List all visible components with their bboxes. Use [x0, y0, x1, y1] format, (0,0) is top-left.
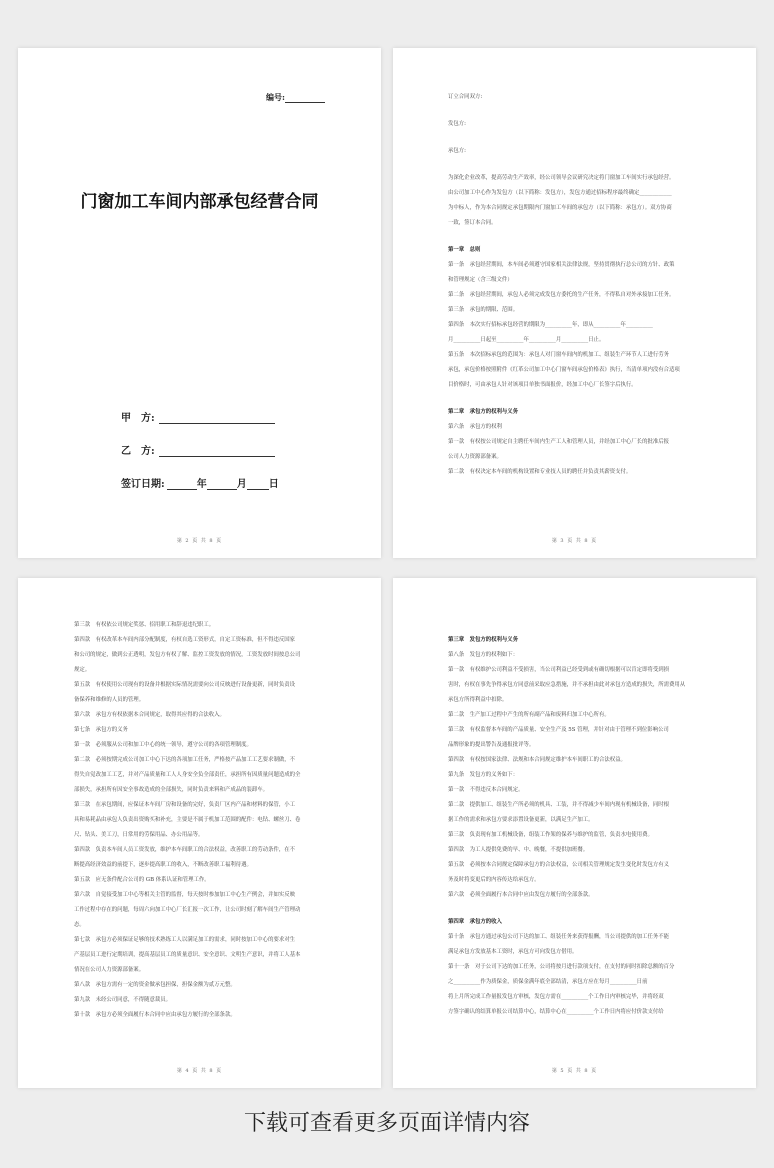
page-footer: 第 2 页 共 8 页: [176, 538, 223, 544]
contract-text-line: 第六款 自觉接受加工中心等相关主管的监督，每天按时参加加工中心生产例会，并如实反映: [74, 892, 296, 898]
contract-text-line: 由公司加工中心作为发包方（以下简称：发包方），发包方通过招标程序最终确定____________: [448, 190, 672, 196]
contract-text-line: 害时，有权在事先争得承包方同意前采取应急措施，并不承担由此对承包方造成的损失，所需费用从: [448, 682, 686, 688]
page-footer: 第 4 页 共 8 页: [176, 1068, 223, 1074]
contract-text-line: 据工作的需求和承包方要求添置设备更新，以满足生产加工。: [448, 817, 594, 823]
contract-page-2: [393, 48, 756, 558]
contract-text-line: 品牌形象的提出警告及通报批评等。: [448, 742, 535, 748]
contract-text-line: 第九条 发包方的义务如下：: [448, 772, 519, 778]
contract-text-line: 第十款 承包方必须全面履行本合同中应由承包方履行的全部条款。: [74, 1012, 236, 1018]
contract-text-line: 第三条 承包的期限、范围。: [448, 307, 519, 313]
contract-text-line: 承包，承包价格按照附件《红革公司加工中心门窗车间承包价格表》执行，当清单项内没有合适项: [448, 367, 680, 373]
contract-text-line: 第五款 有权使用公司现有的设备并根据实际情况需要向公司反映进行设备更新，同时负责设: [74, 682, 296, 688]
document-title: 门窗加工车间内部承包经营合同: [80, 192, 319, 212]
contract-text-line: 第四款 有权按国家法律、法规和本合同规定维护本车间职工的合法权益。: [448, 757, 626, 763]
chapter-heading: 第四章 承包方的收入: [448, 919, 502, 925]
contract-text-line: 承包方:: [448, 148, 466, 154]
contract-text-line: 之__________作为质保金，质保金满年底全部结清，承包方应在每月__________日前: [448, 979, 648, 985]
page-body: [448, 90, 716, 480]
contract-text-line: 第三款 有权依公司规定奖惩、招用职工和辞退违纪职工。: [74, 622, 215, 628]
contract-text-line: 第八条 发包方的权利如下：: [448, 652, 519, 658]
paragraph-gap: [448, 159, 716, 171]
contract-text-line: 满足承包方发放基本工资时，承包方可向发包方借用。: [448, 949, 578, 955]
contract-text-line: 月__________日起至__________年__________月__________日止。: [448, 337, 605, 343]
contract-text-line: 方签字确认的结算单报公司结算中心，结算中心在__________个工作日内将应付价款支付给: [448, 1009, 664, 1015]
contract-text-line: 和管理规定（含三级文件）: [448, 277, 513, 283]
contract-text-line: 第二款 提供加工、组装生产所必须的机具、工装，并不得减少车间内现有机械设备，同时根: [448, 802, 670, 808]
contract-text-line: 第一款 有权维护公司利益不受损害，当公司利益已经受到或有确切根据可以肯定即将受到损: [448, 667, 670, 673]
year-label: 年: [196, 479, 207, 490]
paragraph-gap: [448, 231, 716, 243]
party-b-field: [121, 442, 275, 457]
paragraph-gap: [448, 132, 716, 144]
contract-text-line: 第七款 承包方必须保证足够的技术熟练工人以满足加工的需求，同时按加工中心的要求对生: [74, 937, 296, 943]
page-footer: 第 3 页 共 8 页: [551, 538, 598, 544]
contract-text-line: 第八款 承包方需有一定的资金做承包担保，担保金额为贰万元整。: [74, 982, 236, 988]
party-a-field: [121, 409, 275, 424]
contract-text-line: 公司人力资源部备案。: [448, 454, 502, 460]
contract-text-line: 第一款 必须服从公司和加工中心的统一领导，遵守公司的各项管理制度。: [74, 742, 252, 748]
sign-date-label: 签订日期:: [121, 479, 165, 490]
contract-text-line: 第一条 承包经营期间，本车间必须遵守国家相关法律法规，坚持贯彻执行总公司的方针、政策: [448, 262, 675, 268]
contract-text-line: 第六条 承包方的权利: [448, 424, 502, 430]
serial-number-label: 编号:: [266, 92, 285, 102]
contract-text-line: 第四款 有权改革本车间内部分配制度，有权自选工资形式，自定工资标准，但不得违反国家: [74, 637, 296, 643]
contract-text-line: 第四款 负责本车间人员工资发放，维护本车间职工的合法权益，改善职工的劳动条件，在不: [74, 847, 296, 853]
contract-text-line: 备保养和维修的人员的管理。: [74, 697, 145, 703]
contract-text-line: 目价格时，可由承包人针对该项目单独书面报价，经加工中心厂长签字后执行。: [448, 382, 637, 388]
download-caption: 下载可查看更多页面详情内容: [243, 1111, 530, 1136]
contract-text-line: 第二款 必须按期完成公司加工中心下达的各项加工任务，严格按产品加工工艺要求制做，不: [74, 757, 296, 763]
contract-text-line: 得失自觉改加工工艺，并对产品质量和工人人身安全负全部责任，承担所有因质量问题造成的全: [74, 772, 301, 778]
day-blank: [247, 479, 269, 490]
contract-page-cover: [18, 48, 381, 558]
contract-text-line: 承包方所得利益中扣除。: [448, 697, 508, 703]
contract-text-line: 工作过程中存在的问题，每周六向加工中心厂长汇报一次工作，让公司时刻了解车间生产管理动: [74, 907, 301, 913]
month-label: 月: [236, 479, 247, 490]
contract-text-line: 为深化企业改革，提高劳动生产效率，经公司领导会议研究决定将门窗加工车间实行承包经营。: [448, 175, 675, 181]
contract-text-line: 态。: [74, 922, 85, 928]
contract-page-3: [18, 578, 381, 1088]
contract-text-line: 第二款 生产加工过程中产生的所有副产品和废料归加工中心所有。: [448, 712, 610, 718]
paragraph-gap: [448, 105, 716, 117]
contract-text-line: 第二条 承包经营期间，承包人必须完成发包方委托的生产任务，不得私自对外承接加工任务。: [448, 292, 675, 298]
contract-text-line: 第三款 在承包期间，应保证本车间厂房和设备的完好，负责厂区内产品和材料的保管，小工: [74, 802, 296, 808]
party-b-label: 乙 方:: [121, 446, 155, 457]
chapter-heading: 第一章 总则: [448, 247, 481, 253]
serial-number-blank: [285, 93, 325, 103]
contract-text-line: 断提高经济效益的前提下，逐步提高职工的收入，不断改善职工福利待遇。: [74, 862, 252, 868]
contract-text-line: 发包方:: [448, 121, 466, 127]
contract-text-line: 第七条 承包方的义务: [74, 727, 128, 733]
chapter-heading: 第三章 发包方的权利与义务: [448, 637, 519, 643]
contract-text-line: 第九款 未经公司同意，不得随意裁员。: [74, 997, 172, 1003]
contract-text-line: 务及时将变更后的内容传达给承包方。: [448, 877, 540, 883]
page-footer: 第 5 页 共 8 页: [551, 1068, 598, 1074]
contract-text-line: 第四款 为工人提供免费的早、中、晚餐，不提供加班餐。: [448, 847, 589, 853]
party-b-blank: [159, 446, 275, 457]
page-body: [448, 633, 716, 1020]
contract-text-line: 第十条 承包方通过承包公司下达的加工、组装任务来获得报酬，当公司提供的加工任务不能: [448, 934, 670, 940]
contract-text-line: 和公司的规定，做到公正透明，发包方有权了解、监控工资发放的情况，工资发放时间按总公司: [74, 652, 301, 658]
paragraph-gap: [448, 903, 716, 915]
month-blank: [207, 479, 237, 490]
party-a-blank: [159, 413, 275, 424]
contract-text-line: 第五款 必须按本合同规定保障承包方的合法权益，公司相关管理规定发生变化时发包方有义: [448, 862, 670, 868]
chapter-heading: 第二章 承包方的权利与义务: [448, 409, 519, 415]
contract-text-line: 第五款 应无条件配合公司的 GB 体系认证和管理工作。: [74, 877, 210, 883]
contract-text-line: 第四条 本次实行招标承包经营的期限为__________年，即从__________年__________: [448, 322, 653, 328]
contract-text-line: 具和易耗品由承包人负责出资购买和补充，主要是不属于机加工范围的配件：电钻、螺丝刀、卷: [74, 817, 301, 823]
contract-text-line: 将上月所完成工作量报发包方审核，发包方需在__________个工作日内审核完毕，并将经双: [448, 994, 664, 1000]
contract-text-line: 为中标人，作为本合同规定承包期限内门窗加工车间的承包方（以下简称：承包方）。双方协商: [448, 205, 672, 211]
serial-number-field: [266, 92, 325, 103]
contract-text-line: 第六款 必须全面履行本合同中应由发包方履行的全部条款。: [448, 892, 594, 898]
page-body: [74, 618, 341, 1023]
paragraph-gap: [448, 393, 716, 405]
contract-text-line: 第一款 有权按公司规定自主聘任车间内生产工人和管理人员，并经加工中心厂长的批准后报: [448, 439, 670, 445]
contract-text-line: 订立合同双方:: [448, 94, 483, 100]
contract-text-line: 产基层员工进行定期培训，提高基层员工的质量意识、安全意识、文明生产意识，并将工人基本: [74, 952, 301, 958]
contract-text-line: 情况在公司人力资源部备案。: [74, 967, 145, 973]
day-label: 日: [268, 479, 279, 490]
contract-text-line: 第三款 有权监督本车间的产品质量、安全生产及 5S 管理，并针对由于管理不到位影响公司: [448, 727, 669, 733]
contract-text-line: 规定。: [74, 667, 91, 673]
contract-text-line: 一致，签订本合同。: [448, 220, 497, 226]
contract-text-line: 尺、钻头、美工刀，日常用的劳保用品、办公用品等。: [74, 832, 204, 838]
contract-text-line: 第二款 有权决定本车间的机构设置和专业技人员的聘任并负责其薪资支付。: [448, 469, 632, 475]
contract-text-line: 第三款 负责现有加工机械设备，组装工作架的保养与维护的监管，负责水电使用费。: [448, 832, 653, 838]
contract-page-4: [393, 578, 756, 1088]
year-blank: [167, 479, 197, 490]
contract-text-line: 第六款 承包方有权依据本合同规定，取得其应得的合法收入。: [74, 712, 225, 718]
contract-text-line: 第一款 不得违反本合同规定。: [448, 787, 524, 793]
party-a-label: 甲 方:: [121, 413, 155, 424]
contract-text-line: 部损失，承担所有因安全事故造成的全部损失，同时负责来料和产成品的装卸车。: [74, 787, 269, 793]
contract-text-line: 第十一条 对于公司下达的加工任务，公司将按月进行款项支付，在支付的同时扣除总额的百分: [448, 964, 675, 970]
sign-date-field: [121, 475, 279, 490]
contract-text-line: 第五条 本次招标承包的范围为：承包人对门窗车间内的机加工、组装生产环节人工进行劳务: [448, 352, 670, 358]
